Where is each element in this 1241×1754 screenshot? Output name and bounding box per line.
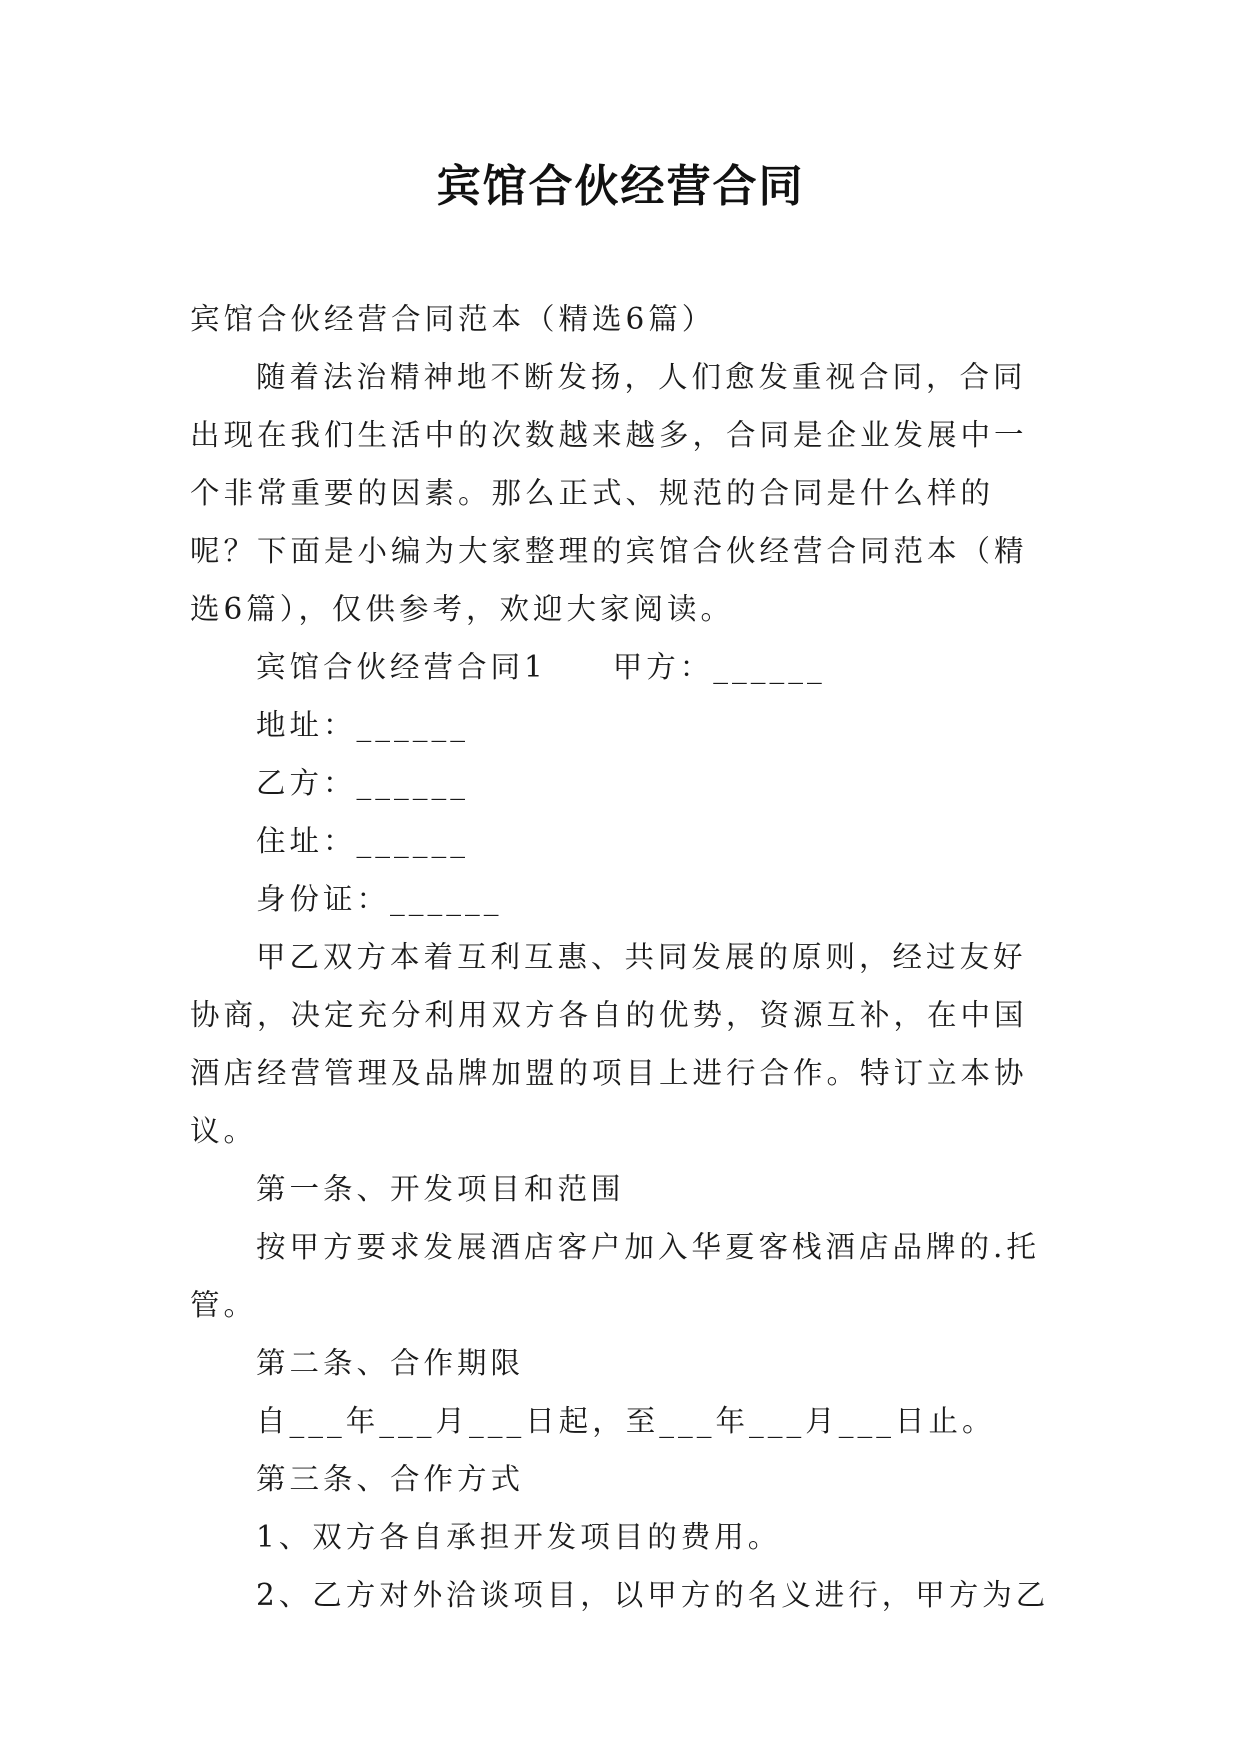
contract-heading: 宾馆合伙经营合同1 (256, 650, 547, 684)
article2-title: 第二条、合作期限 (256, 1346, 525, 1380)
document-subtitle: 宾馆合伙经营合同范本（精选6篇） (190, 302, 716, 336)
article1-title: 第一条、开发项目和范围 (256, 1172, 625, 1206)
address-field: 地址：______ (256, 708, 470, 742)
preamble-paragraph: 甲乙双方本着互利互惠、共同发展的原则，经过友好协商，决定充分利用双方各自的优势，资源互补，在中国酒店经营管理及品牌加盟的项目上进行合作。特订立本协议。 (190, 940, 1028, 1148)
party-b-field: 乙方：______ (256, 766, 470, 800)
article1-text: 按甲方要求发展酒店客户加入华夏客栈酒店品牌的.托管。 (190, 1230, 1040, 1322)
residence-field: 住址：______ (256, 824, 470, 858)
article3-title: 第三条、合作方式 (256, 1462, 525, 1496)
document-title: 宾馆合伙经营合同 (436, 161, 805, 212)
article3-item1: 1、双方各自承担开发项目的费用。 (256, 1520, 782, 1554)
article3-item2: 2、乙方对外洽谈项目，以甲方的名义进行，甲方为乙 (256, 1578, 1050, 1612)
article2-text: 自___年___月___日起，至___年___月___日止。 (256, 1404, 996, 1438)
party-a-field: 甲方：______ (612, 650, 826, 684)
contract-heading-line (190, 638, 1052, 696)
intro-paragraph: 随着法治精神地不断发扬，人们愈发重视合同，合同出现在我们生活中的次数越来越多，合同是企业发展中一个非常重要的因素。那么正式、规范的合同是什么样的呢？下面是小编为大家整理的宾馆合伙经营合同范本（精选6篇），仅供参考，欢迎大家阅读。 (190, 360, 1028, 626)
id-card-field: 身份证：______ (256, 882, 503, 916)
document-body (190, 290, 1052, 1624)
